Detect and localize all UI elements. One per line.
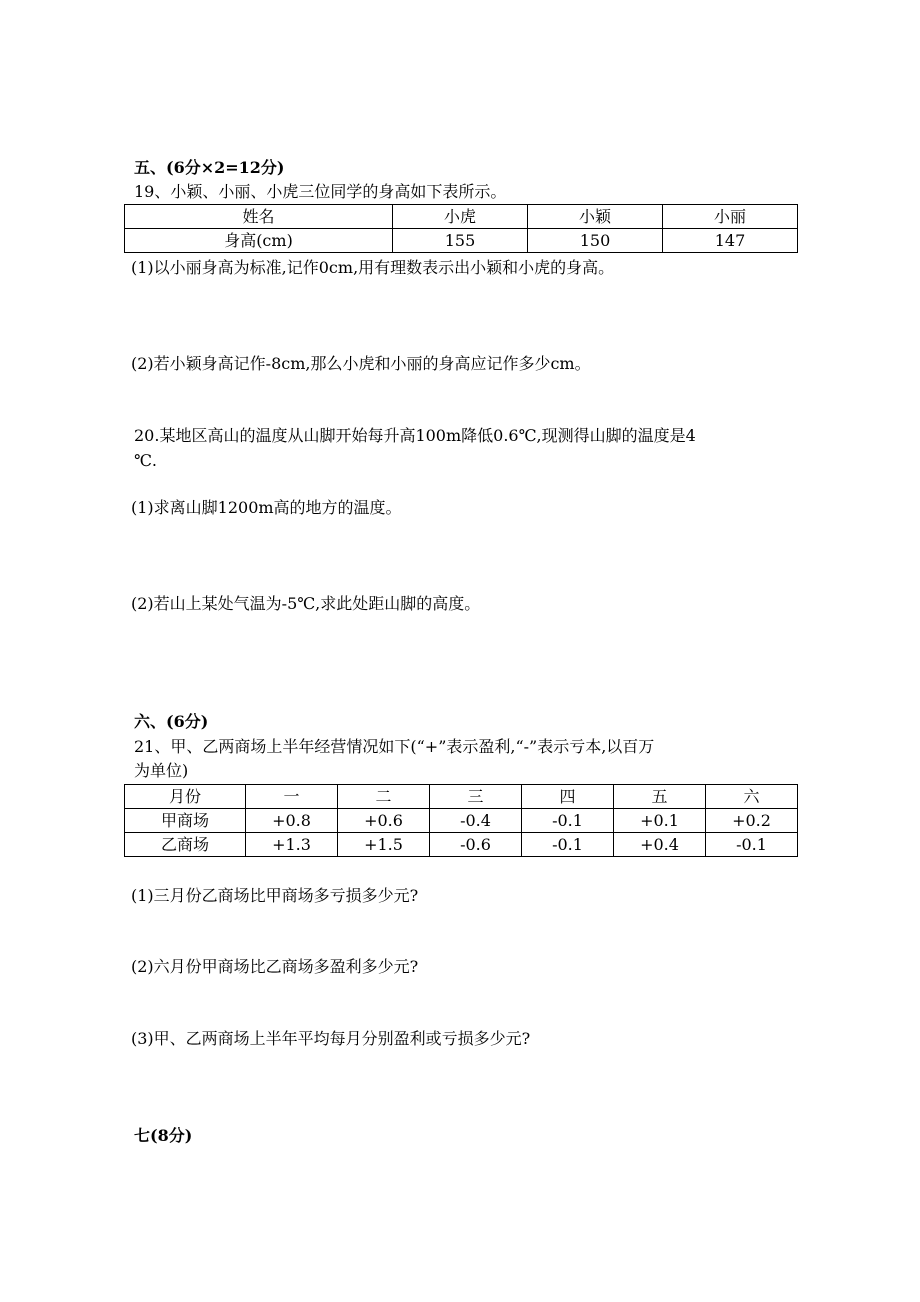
table-row: [125, 205, 798, 229]
question-19-part-1: (1)以小丽身高为标准,记作0cm,用有理数表示出小颖和小虎的身高。: [131, 258, 615, 277]
table-row: [125, 785, 798, 809]
table-cell: 147: [663, 229, 798, 253]
question-21-part-3: (3)甲、乙两商场上半年平均每月分别盈利或亏损多少元?: [131, 1029, 531, 1048]
mall-profit-table: [124, 784, 798, 857]
table-cell: -0.1: [522, 833, 614, 857]
table-cell: +1.5: [338, 833, 430, 857]
table-cell: 甲商场: [125, 809, 246, 833]
question-21-part-2: (2)六月份甲商场比乙商场多盈利多少元?: [131, 957, 419, 976]
table-cell: +0.2: [706, 809, 798, 833]
question-20-stem-line-2: ℃.: [134, 451, 157, 470]
question-21-stem-line-1: 21、甲、乙两商场上半年经营情况如下(“+”表示盈利,“-”表示亏本,以百万: [134, 737, 655, 756]
table-cell: 乙商场: [125, 833, 246, 857]
table-cell: 二: [338, 785, 430, 809]
table-cell: 五: [614, 785, 706, 809]
table-cell: 六: [706, 785, 798, 809]
height-table: [124, 204, 798, 253]
table-cell: 四: [522, 785, 614, 809]
question-20-stem-line-1: 20.某地区高山的温度从山脚开始每升高100m降低0.6℃,现测得山脚的温度是4: [134, 426, 696, 445]
question-21-stem-line-2: 为单位): [134, 761, 189, 780]
question-20-part-1: (1)求离山脚1200m高的地方的温度。: [131, 498, 402, 517]
section-6-heading: 六、(6分): [134, 712, 209, 731]
table-cell: 月份: [125, 785, 246, 809]
table-cell: 小颖: [528, 205, 663, 229]
table-cell: 一: [246, 785, 338, 809]
table-cell: 姓名: [125, 205, 393, 229]
table-cell: -0.6: [430, 833, 522, 857]
question-21-part-1: (1)三月份乙商场比甲商场多亏损多少元?: [131, 886, 419, 905]
table-cell: +0.1: [614, 809, 706, 833]
table-cell: 155: [393, 229, 528, 253]
table-row: [125, 833, 798, 857]
table-cell: +1.3: [246, 833, 338, 857]
question-19-stem: 19、小颖、小丽、小虎三位同学的身高如下表所示。: [134, 182, 507, 201]
table-cell: 150: [528, 229, 663, 253]
question-20-part-2: (2)若山上某处气温为-5℃,求此处距山脚的高度。: [131, 594, 481, 613]
question-19-part-2: (2)若小颖身高记作-8cm,那么小虎和小丽的身高应记作多少cm。: [131, 354, 591, 373]
section-5-heading: 五、(6分×2=12分): [134, 158, 285, 177]
table-cell: +0.6: [338, 809, 430, 833]
section-7-heading: 七(8分): [134, 1126, 193, 1145]
table-cell: +0.8: [246, 809, 338, 833]
table-cell: -0.1: [706, 833, 798, 857]
table-cell: 三: [430, 785, 522, 809]
table-cell: 身高(cm): [125, 229, 393, 253]
table-cell: -0.4: [430, 809, 522, 833]
table-cell: 小虎: [393, 205, 528, 229]
table-cell: 小丽: [663, 205, 798, 229]
table-row: [125, 809, 798, 833]
table-cell: +0.4: [614, 833, 706, 857]
table-row: [125, 229, 798, 253]
table-cell: -0.1: [522, 809, 614, 833]
